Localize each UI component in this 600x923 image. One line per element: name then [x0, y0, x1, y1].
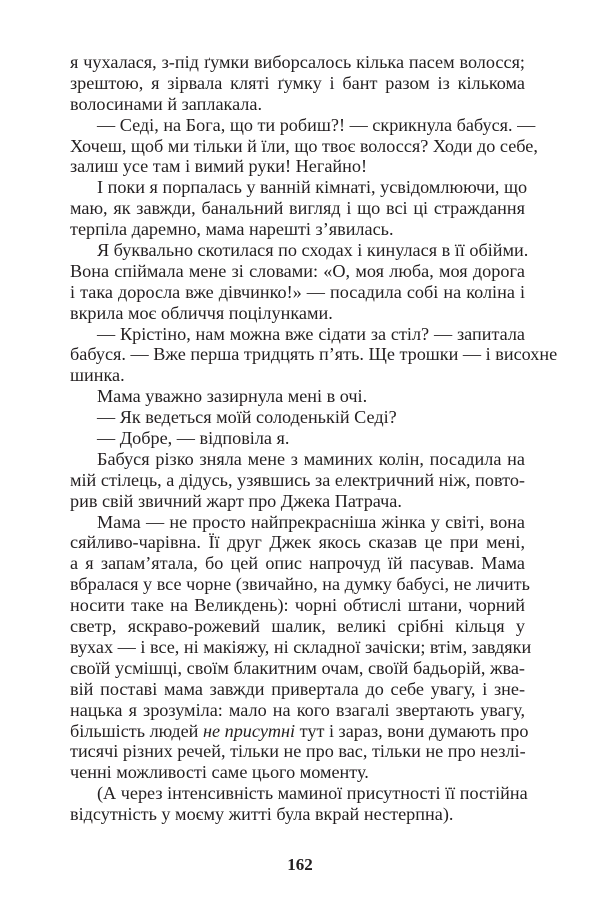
text-line: а я запам’ятала, бо цей опис напрочуд їй пасував. Мама	[70, 553, 525, 574]
text-line: — Крістіно, нам можна вже сідати за стіл? — запитала	[97, 323, 525, 344]
text-line: рив свій звичний жарт про Джека Патрача.	[70, 490, 402, 511]
text-line: і така доросла вже дівчинко!» — посадила собі на коліна і	[70, 281, 525, 302]
text-line: вбралася у все чорне (звичайно, на думку бабусі, не личить	[70, 574, 530, 595]
text-span: тут і зараз, вони думають про	[295, 720, 529, 741]
text-line: — Як ведеться моїй солоденькій Седі?	[97, 407, 397, 428]
text-line: шинка.	[70, 365, 125, 386]
text-line: Мама уважно зазирнула мені в очі.	[97, 386, 368, 407]
text-line: сяйливо-чарівна. Її друг Джек якось сказав це при мені,	[70, 532, 525, 553]
text-line: вкрила моє обличчя поцілунками.	[70, 302, 333, 323]
text-line: — Седі, на Бога, що ти робиш?! — скрикнула бабуся. —	[97, 114, 536, 135]
text-line: Я буквально скотилася по сходах і кинулася в її обійми.	[97, 240, 529, 261]
text-line: терпіла даремно, мама нарешті з’явилась.	[70, 219, 394, 240]
text-line	[70, 720, 529, 742]
text-line: вухах — і все, ні макіяжу, ні складної зачіски; втім, завдяки	[70, 636, 532, 657]
text-line: нацька я зрозуміла: мало на кого взагалі звертають увагу,	[70, 699, 525, 720]
text-line: відсутність у моєму житті була вкрай нестерпна).	[70, 804, 454, 825]
text-line: Бабуся різко зняла мене з маминих колін, посадила на	[97, 448, 525, 469]
page-number: 162	[287, 855, 313, 874]
text-line: вій поставі мама завжди привертала до себе увагу, і зне-	[70, 678, 525, 699]
text-line: І поки я порпалась у ванній кімнаті, усвідомлюючи, що	[97, 177, 528, 198]
page-body-text	[70, 52, 558, 825]
text-line: зрештою, я зірвала кляті ґумку і бант разом із кількома	[70, 72, 525, 93]
text-line: светр, яскраво-рожевий шалик, великі срібні кільця у	[70, 616, 525, 637]
text-line: носити таке на Великдень): чорні обтислі штани, чорний	[70, 595, 525, 616]
text-line: Хочеш, щоб ми тільки й їли, що твоє волосся? Ходи до себе,	[70, 135, 538, 156]
text-line: тисячі різних речей, тільки не про вас, тільки не про незлі-	[70, 741, 526, 762]
text-line: ченні можливості саме цього моменту.	[70, 762, 369, 783]
text-line: Мама — не просто найпрекрасніша жінка у світі, вона	[97, 511, 525, 532]
text-line: маю, як завжди, банальний вигляд і що всі ці страждання	[70, 198, 525, 219]
text-line: — Добре, — відповіла я.	[97, 428, 290, 449]
italic-emphasis: не присутні	[202, 720, 296, 741]
text-line: я чухалася, з-під ґумки виборсалось кілька пасем волосся;	[70, 52, 525, 72]
text-line: залиш усе там і вимий руки! Негайно!	[70, 156, 368, 177]
text-line: бабуся. — Вже перша тридцять п’ять. Ще трошки — і висохне	[70, 344, 558, 365]
text-line: мій стілець, а дідусь, узявшись за електричний ніж, повто-	[70, 469, 525, 490]
text-span: більшість людей	[70, 720, 203, 741]
text-line: своїй усмішці, своїм блакитним очам, своїй бадьорій, жва-	[70, 657, 525, 678]
text-line: (А через інтенсивність маминої присутності її постійна	[97, 783, 528, 804]
text-line: волосинами й заплакала.	[70, 93, 263, 114]
text-line: Вона спіймала мене зі словами: «О, моя люба, моя дорога	[70, 260, 525, 281]
